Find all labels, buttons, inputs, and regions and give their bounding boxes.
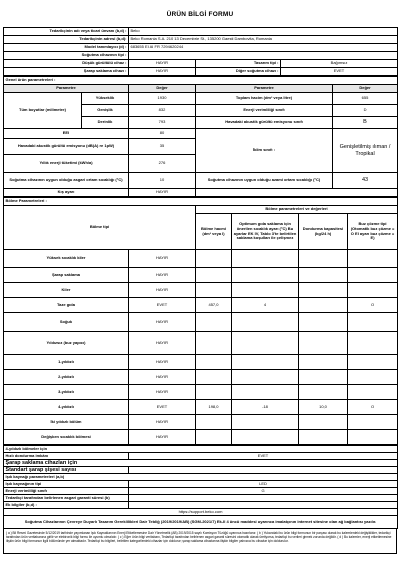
table-row [4,400,398,415]
comp-freeze-header: Dondurma kapasitesi (kg/24 h) [299,214,348,250]
compartment-params-heading: Bölme Parametreleri : [4,198,398,206]
winter-label: Kış ayarı [4,189,129,197]
param-header-2: Parametre [196,85,333,93]
compartment-defrost [348,268,398,283]
climate-label: İklim sınıfı : [196,129,333,173]
light-type-label: Işık kaynağının tipi [4,481,129,488]
compartment-name: İki yıldızlı bölüm [4,415,129,430]
compartment-name: Soğuk [4,313,129,332]
compartment-freeze [299,268,348,283]
compartment-defrost [348,430,398,445]
height-value: 1930 [129,93,196,105]
compartment-temp [232,370,299,385]
noise-label: Havadaki akustik gürültü emisyonu (dB(A) re 1pW) [4,139,129,155]
max-temp-label: Soğutma cihazının uygun olduğu azami ortam sıcaklığı (°C) [196,173,333,189]
other-cooling-value: EVET [281,68,398,76]
compartment-volume [196,268,232,283]
compartment-temp [232,268,299,283]
table-row [4,415,398,430]
light-type-value: LED [129,481,398,488]
table-row [4,268,398,283]
compartments-table [3,197,398,445]
compartment-defrost: O [348,400,398,415]
compartment-defrost [348,283,398,298]
extra-info-label: Ek bilgiler (b,d) : [4,502,129,509]
compartment-present: HAYIR [129,415,196,430]
compartment-temp [232,283,299,298]
comp-temp-header: Optimum gıda saklama için önerilen sıcaklık ayarı (°C) Bu ayarlar EK IV, Tablo 3'te belirtilen saklama koşulları ile çelişmez [232,214,299,250]
table-row [4,298,398,313]
compartment-temp [232,415,299,430]
weblink[interactable]: https://support.beko.com [4,509,398,516]
compartment-name: 4-yıldızlı [4,400,129,415]
compartment-present: HAYIR [129,430,196,445]
compartment-present: HAYIR [129,268,196,283]
table-row [4,283,398,298]
compartment-name: Yıldızsız (buz yapıcı) [4,332,129,355]
energy-class-value: D [333,105,398,117]
table-row [4,355,398,370]
general-params-table [3,76,398,197]
comp-type-header: Bölme tipi [4,206,196,250]
compartment-name: 3-yıldızlı [4,385,129,400]
energy-class-label: Enerji verimliliği sınıfı [196,105,333,117]
footnote: ( a ) Bil Resmi Gazetesinde 5/12/2019 tarihinde yayımlanan Işık Kaynaklarının Enerji Etiketlemesine Dair Yönetmelik (AB) 2019/2015 sayılı Komisyon Tüzüğü uyarınca hazırlanır. ( b ) Yukarıdaki bu ürün bilgi formunun bir parçası olarak bu kalemlerdeki değişiklikler, tedarikçi tarafından ürün veritabanına girilir ve elektronik bilgi formu ile uyumlu olmalıdır. ( c ) Eğer ürün bilgi veritabanı, Tedarikçi tarafından belirlenen asgari garanti süresini otomatik olarak üretiyorsa, tedarikçi bu verileri girmek zorunda değildir. ( d ) Bu kalemler, enerji etiketlemesine ilişkin ürün bilgi formunun ilgili bölümünde yer almaktadır. Tedarikçi bu bilgileri, belirtilen kategorilerdeki cihazlar için doldurur; şarap saklama cihazlarına ilişkin bilgiler yalnızca bu cihazlar için doldurulur. [3,529,397,554]
depth-value: 793 [129,117,196,129]
supplier-name: Beko [129,28,398,36]
value-header-2: Değer [333,85,398,93]
design-type-value: Bağımsız [281,60,398,68]
noise-class-label: Havadaki akustik gürültü emisyonu sınıfı [196,117,333,129]
product-info-form [3,3,397,554]
width-label: Genişlik [82,105,129,117]
table-row [4,385,398,400]
model-identifier: 683655 EI AI FR 7294620244 [129,44,398,52]
supplier-table [3,27,398,76]
compartment-present: HAYIR [129,313,196,332]
compartment-volume [196,332,232,355]
compartment-name: Taze gıda [4,298,129,313]
compartment-defrost [348,415,398,430]
compartment-defrost [348,332,398,355]
compartment-defrost [348,250,398,268]
compartment-freeze [299,415,348,430]
fast-freeze-value: EVET [129,453,398,460]
table-row [4,313,398,332]
wine-label: Şarap saklama cihazı : [4,68,129,76]
compartment-defrost [348,313,398,332]
compartment-temp: -18 [232,400,299,415]
table-row [4,430,398,445]
compartment-defrost: O [348,298,398,313]
comp-volume-header: Bölme hacmi (dm³ veya l) [196,214,232,250]
bottom-table [3,445,398,529]
compartment-name: Yüksek sıcaklık kiler [4,250,129,268]
compartment-freeze [299,283,348,298]
compartment-volume [196,385,232,400]
fast-freeze-label: Hızlı dondurma imkânı [4,453,129,460]
comp-params-header: Bölme parametreleri ve değerleri [196,206,398,214]
compartment-volume: 457,0 [196,298,232,313]
model-label: Model tanımlayıcı (d) : [4,44,129,52]
compartment-freeze [299,298,348,313]
compartment-volume [196,370,232,385]
four-star-label: 4-yıldızlı bölmeler için [4,446,398,453]
compartment-freeze [299,250,348,268]
value-header: Değer [129,85,196,93]
compartment-name: 2-yıldızlı [4,370,129,385]
light-params-label: Işık kaynağı parametreleri (a,b) [4,474,398,481]
noise-class-value: B [333,117,398,129]
low-noise-label: Düşük gürültülü cihaz : [4,60,129,68]
compartment-freeze: 10,0 [299,400,348,415]
eei-value: 80 [129,129,196,139]
max-temp-value: 43 [333,173,398,189]
noise-value: 35 [129,139,196,155]
table-row [4,370,398,385]
compartment-freeze [299,332,348,355]
width-value: 832 [129,105,196,117]
climate-value: Genişletilmiş ılıman / Tropikal [333,129,398,173]
total-volume-value: 655 [333,93,398,105]
regulation-text: Soğutma Cihazlarının Çevreye Duyarlı Tasarım Gereklilikleri Dair Tebliğ (2019/2019/AB) (SGM-2021/7) Ek-II 4 üncü maddesi uyarınca imalatçının internet sitesine olan ağ bağlantısı yazılır. [4,516,398,529]
compartment-present: HAYIR [129,370,196,385]
compartment-present: EVET [129,298,196,313]
light-class-value: G [129,488,398,495]
compartment-name: Değişken sıcaklık bölmesi [4,430,129,445]
compartment-temp [232,385,299,400]
compartment-name: 1-yıldızlı [4,355,129,370]
compartment-name: Kiler [4,283,129,298]
compartment-defrost [348,355,398,370]
compartment-temp [232,332,299,355]
min-duration-label: Tedarikçi tarafından belirlenen asgari garanti süresi (b) [4,495,129,502]
supplier-address: Beko Romania S.A. 210 13 Decembrie St., 135200 Gaesti Dambovita, Romania [129,36,398,44]
compartment-freeze [299,430,348,445]
compartment-volume [196,283,232,298]
compartment-present: EVET [129,400,196,415]
depth-label: Derinlik [82,117,129,129]
dims-label: Tüm boyutlar (milimetre) [4,93,82,129]
annual-energy-label: Yıllık enerji tüketimi (kWh/a) [4,155,129,173]
supplier-address-label: Tedarikçinin adresi (b,d): [4,36,129,44]
total-volume-label: Toplam hacim (dm³ veya litre) [196,93,333,105]
wine-section-label: Şarap saklama cihazları için [4,460,398,467]
compartment-volume [196,415,232,430]
compartment-volume [196,355,232,370]
compartment-present: HAYIR [129,283,196,298]
eei-label: EEI [4,129,129,139]
table-row [4,250,398,268]
supplier-name-label: Tedarikçinin adı veya ticari ünvanı (b,d) : [4,28,129,36]
min-temp-label: Soğutma cihazının uygun olduğu asgari ortam sıcaklığı (°C) [4,173,129,189]
param-header: Parametre [4,85,129,93]
compartment-volume: 198,0 [196,400,232,415]
form-title: ÜRÜN BİLGİ FORMU [166,11,234,18]
compartment-freeze [299,370,348,385]
wine-value: HAYIR [129,68,196,76]
table-row [4,332,398,355]
light-class-label: Enerji verimliliği sınıfı [4,488,129,495]
compartment-present: HAYIR [129,332,196,355]
general-params-heading: Genel ürün parametreleri : [4,77,398,85]
compartment-freeze [299,385,348,400]
compartment-temp [232,313,299,332]
compartment-present: HAYIR [129,385,196,400]
compartment-defrost [348,370,398,385]
other-cooling-label: Diğer soğutma cihazı : [196,68,281,76]
compartment-present: HAYIR [129,250,196,268]
compartment-temp: 4 [232,298,299,313]
compartment-defrost [348,385,398,400]
compartment-temp [232,430,299,445]
comp-defrost-header: Buz çözme tipi (Otomatik buz çözme = O El ayarı buz çözme = E) [348,214,398,250]
annual-energy-value: 276 [129,155,196,173]
compartment-temp [232,355,299,370]
compartment-freeze [299,355,348,370]
design-type-label: Tasarım tipi : [196,60,281,68]
compartment-volume [196,313,232,332]
appliance-type-label: Soğutma cihazının tipi : [4,52,129,60]
compartment-freeze [299,313,348,332]
compartment-name: Şarap saklama [4,268,129,283]
compartment-volume [196,430,232,445]
low-noise-value: HAYIR [129,60,196,68]
winter-value: HAYIR [129,189,196,197]
compartment-present: HAYIR [129,355,196,370]
compartment-temp [232,250,299,268]
standard-wine-label: Standart şarap şişesi sayısı [4,467,129,474]
min-temp-value: 10 [129,173,196,189]
height-label: Yükseklik [82,93,129,105]
compartment-volume [196,250,232,268]
